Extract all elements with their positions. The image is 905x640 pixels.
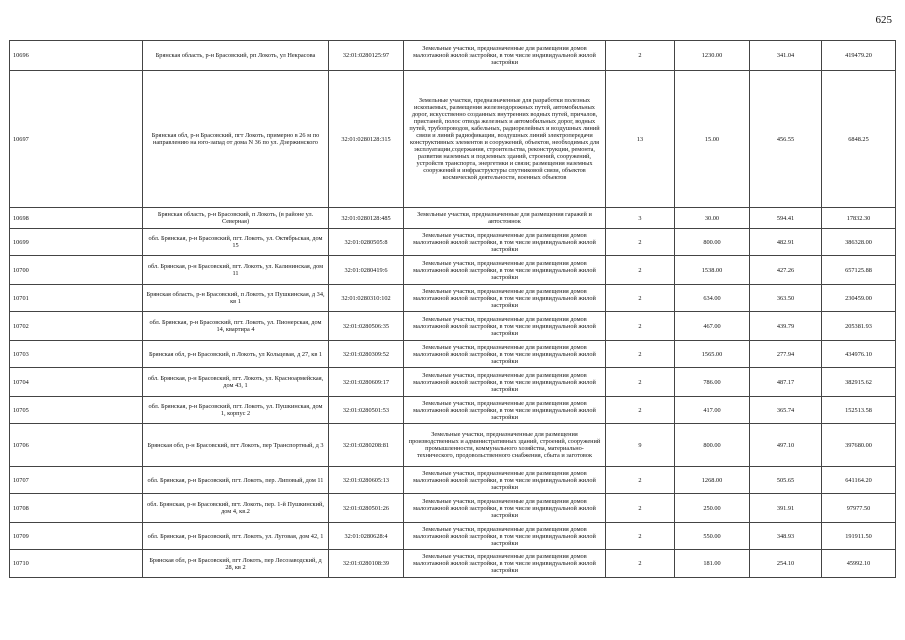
- cell-record-number: 10702: [10, 312, 143, 341]
- cell-cadastral-value: 397680.00: [822, 424, 896, 467]
- cell-address: Брянская обл, р-н Брасовский, п Локоть, ул Кольцевая, д 27, кв 1: [143, 341, 329, 368]
- cell-record-number: 10710: [10, 550, 143, 578]
- cell-land-use: Земельные участки, предназначенные для размещения домов малоэтажной жилой застройки, в том числе индивидуальной жилой застройки: [404, 494, 606, 523]
- cell-area: 800.00: [675, 424, 750, 467]
- table-row: [10, 523, 896, 550]
- cell-cadastral-number: 32:01:0280310:102: [329, 285, 404, 312]
- cell-address: Брянская область, р-н Брасовский, п Локоть, ул Пушкинская, д 34, кв 1: [143, 285, 329, 312]
- cell-cadastral-number: 32:01:0280501:26: [329, 494, 404, 523]
- cell-cadastral-number: 32:01:0280125:97: [329, 41, 404, 71]
- cell-cadastral-number: 32:01:0280628:4: [329, 523, 404, 550]
- cell-area: 786.00: [675, 368, 750, 397]
- cell-specific-value: 456.55: [750, 71, 822, 208]
- cell-specific-value: 505.65: [750, 467, 822, 494]
- table-row: [10, 208, 896, 229]
- page-number: 625: [875, 14, 892, 26]
- table-row: [10, 312, 896, 341]
- cell-use-group: 2: [606, 467, 675, 494]
- cell-area: 1538.00: [675, 256, 750, 285]
- cell-cadastral-number: 32:01:0280419:6: [329, 256, 404, 285]
- table-row: [10, 494, 896, 523]
- cell-record-number: 10708: [10, 494, 143, 523]
- cell-cadastral-value: 386328.00: [822, 229, 896, 256]
- cell-use-group: 9: [606, 424, 675, 467]
- cell-cadastral-value: 152513.58: [822, 397, 896, 424]
- cell-cadastral-value: 419479.20: [822, 41, 896, 71]
- cell-cadastral-number: 32:01:0280605:13: [329, 467, 404, 494]
- cell-specific-value: 497.10: [750, 424, 822, 467]
- cell-land-use: Земельные участки, предназначенные для размещения домов малоэтажной жилой застройки, в том числе индивидуальной жилой застройки: [404, 397, 606, 424]
- registry-body: [10, 41, 896, 578]
- cell-cadastral-value: 45992.10: [822, 550, 896, 578]
- cell-record-number: 10707: [10, 467, 143, 494]
- cell-specific-value: 487.17: [750, 368, 822, 397]
- cell-cadastral-value: 6848.25: [822, 71, 896, 208]
- cell-use-group: 2: [606, 41, 675, 71]
- cell-address: обл. Брянская, р-н Брасовский, пгт. Локоть, пер. 1-й Пушкинский, дом 4, кв.2: [143, 494, 329, 523]
- cell-land-use: Земельные участки, предназначенные для размещения гаражей и автостоянок: [404, 208, 606, 229]
- cell-record-number: 10709: [10, 523, 143, 550]
- table-row: [10, 71, 896, 208]
- cell-address: обл. Брянская, р-н Брасовский, пгт. Локоть, ул. Луговая, дом 42, 1: [143, 523, 329, 550]
- cell-specific-value: 341.04: [750, 41, 822, 71]
- cell-specific-value: 482.91: [750, 229, 822, 256]
- cell-area: 1268.00: [675, 467, 750, 494]
- cell-cadastral-number: 32:01:0280506:35: [329, 312, 404, 341]
- cell-address: Брянская обл, р-н Брасовский, пгт Локоть, пер Лесозаводский, д 28, кв 2: [143, 550, 329, 578]
- cell-cadastral-value: 205381.93: [822, 312, 896, 341]
- cell-record-number: 10699: [10, 229, 143, 256]
- cell-address: Брянская обл, р-н Брасовский, пгт Локоть, примерно в 26 м по направлению на юго-запад от дома N 36 по ул. Дзержинского: [143, 71, 329, 208]
- cell-land-use: Земельные участки, предназначенные для размещения производственных и административных зданий, строений, сооружений промышленности, коммунального хозяйства, материально-технического, продовольственного снабжения, сбыта и заготовок: [404, 424, 606, 467]
- cell-record-number: 10704: [10, 368, 143, 397]
- cell-use-group: 2: [606, 285, 675, 312]
- cell-cadastral-number: 32:01:0280108:39: [329, 550, 404, 578]
- cell-land-use: Земельные участки, предназначенные для размещения домов малоэтажной жилой застройки, в том числе индивидуальной жилой застройки: [404, 467, 606, 494]
- cell-address: обл. Брянская, р-н Брасовский, пгт. Локоть, ул. Калининская, дом 11: [143, 256, 329, 285]
- cell-record-number: 10705: [10, 397, 143, 424]
- cell-area: 1565.00: [675, 341, 750, 368]
- cell-cadastral-number: 32:01:0280505:8: [329, 229, 404, 256]
- cell-address: обл. Брянская, р-н Брасовский, пгт. Локоть, ул. Октябрьская, дом 15: [143, 229, 329, 256]
- table-row: [10, 467, 896, 494]
- cell-specific-value: 363.50: [750, 285, 822, 312]
- cell-area: 1230.00: [675, 41, 750, 71]
- cell-area: 250.00: [675, 494, 750, 523]
- table-row: [10, 256, 896, 285]
- cell-land-use: Земельные участки, предназначенные для размещения домов малоэтажной жилой застройки, в том числе индивидуальной жилой застройки: [404, 285, 606, 312]
- cell-cadastral-number: 32:01:0280609:17: [329, 368, 404, 397]
- cell-use-group: 13: [606, 71, 675, 208]
- table-row: [10, 41, 896, 71]
- cell-cadastral-value: 97977.50: [822, 494, 896, 523]
- cell-cadastral-number: 32:01:0280501:53: [329, 397, 404, 424]
- cell-area: 550.00: [675, 523, 750, 550]
- cell-cadastral-value: 657125.88: [822, 256, 896, 285]
- cell-land-use: Земельные участки, предназначенные для размещения домов малоэтажной жилой застройки, в том числе индивидуальной жилой застройки: [404, 550, 606, 578]
- table-row: [10, 424, 896, 467]
- cell-area: 467.00: [675, 312, 750, 341]
- cell-record-number: 10700: [10, 256, 143, 285]
- cell-record-number: 10697: [10, 71, 143, 208]
- cell-record-number: 10698: [10, 208, 143, 229]
- cell-use-group: 2: [606, 368, 675, 397]
- table-row: [10, 368, 896, 397]
- table-row: [10, 341, 896, 368]
- cell-use-group: 2: [606, 256, 675, 285]
- cell-use-group: 2: [606, 550, 675, 578]
- cell-cadastral-number: 32:01:0280128:315: [329, 71, 404, 208]
- cell-record-number: 10701: [10, 285, 143, 312]
- cell-cadastral-number: 32:01:0280309:52: [329, 341, 404, 368]
- cell-cadastral-number: 32:01:0280128:485: [329, 208, 404, 229]
- cell-use-group: 2: [606, 523, 675, 550]
- cell-specific-value: 277.94: [750, 341, 822, 368]
- cell-specific-value: 439.79: [750, 312, 822, 341]
- cell-address: обл. Брянская, р-н Брасовский, пгт. Локоть, ул. Пушкинская, дом 1, корпус 2: [143, 397, 329, 424]
- cell-area: 800.00: [675, 229, 750, 256]
- cell-address: Брянская область, р-н Брасовский, п Локоть, (в районе ул. Северная): [143, 208, 329, 229]
- cell-land-use: Земельные участки, предназначенные для размещения домов малоэтажной жилой застройки, в том числе индивидуальной жилой застройки: [404, 312, 606, 341]
- cell-cadastral-value: 382915.62: [822, 368, 896, 397]
- cell-area: 634.00: [675, 285, 750, 312]
- cell-record-number: 10696: [10, 41, 143, 71]
- cell-use-group: 2: [606, 341, 675, 368]
- cell-land-use: Земельные участки, предназначенные для размещения домов малоэтажной жилой застройки, в том числе индивидуальной жилой застройки: [404, 256, 606, 285]
- cell-area: 30.00: [675, 208, 750, 229]
- cell-use-group: 3: [606, 208, 675, 229]
- cell-land-use: Земельные участки, предназначенные для размещения домов малоэтажной жилой застройки, в том числе индивидуальной жилой застройки: [404, 229, 606, 256]
- cell-land-use: Земельные участки, предназначенные для размещения домов малоэтажной жилой застройки, в том числе индивидуальной жилой застройки: [404, 41, 606, 71]
- cell-cadastral-value: 191911.50: [822, 523, 896, 550]
- cell-specific-value: 391.91: [750, 494, 822, 523]
- table-row: [10, 550, 896, 578]
- cell-address: обл. Брянская, р-н Брасовский, пгт. Локоть, ул. Пионерская, дом 14, квартира 4: [143, 312, 329, 341]
- table-row: [10, 397, 896, 424]
- cell-area: 15.00: [675, 71, 750, 208]
- cell-use-group: 2: [606, 494, 675, 523]
- cell-specific-value: 254.10: [750, 550, 822, 578]
- cell-use-group: 2: [606, 397, 675, 424]
- cell-land-use: Земельные участки, предназначенные для разработки полезных ископаемых, размещения железнодорожных путей, автомобильных дорог, искусственно созданных внутренних водных путей, причалов, пристаней, полос отвода железных и автомобильных дорог, водных путей, трубопроводов, кабельных, радиорелейных и воздушных линий связи и линий радиофикации, воздушных линий электропередачи конструктивных элементов и сооружений, объектов, необходимых для эксплуатации,содержания, строительства, реконструкции, ремонта, развития наземных и подземных зданий, строений, сооружений, устройств транспорта, энергетики и связи; размещения наземных сооружений и инфраструктуры спутниковой связи, объектов космической деятельности, военных объектов: [404, 71, 606, 208]
- cell-cadastral-value: 641164.20: [822, 467, 896, 494]
- table-row: [10, 285, 896, 312]
- cell-address: обл. Брянская, р-н Брасовский, пгт. Локоть, пер. Липовый, дом 11: [143, 467, 329, 494]
- cell-address: Брянская обл, р-н Брасовский, пгт Локоть, пер Транспортный, д 3: [143, 424, 329, 467]
- cell-land-use: Земельные участки, предназначенные для размещения домов малоэтажной жилой застройки, в том числе индивидуальной жилой застройки: [404, 368, 606, 397]
- cell-area: 181.00: [675, 550, 750, 578]
- cell-cadastral-value: 230459.00: [822, 285, 896, 312]
- cell-use-group: 2: [606, 312, 675, 341]
- cell-land-use: Земельные участки, предназначенные для размещения домов малоэтажной жилой застройки, в том числе индивидуальной жилой застройки: [404, 341, 606, 368]
- cell-cadastral-value: 17832.30: [822, 208, 896, 229]
- land-registry-table: [9, 40, 896, 578]
- cell-address: обл. Брянская, р-н Брасовский, пгт. Локоть, ул. Красноармейская, дом 43, 1: [143, 368, 329, 397]
- cell-specific-value: 427.26: [750, 256, 822, 285]
- cell-use-group: 2: [606, 229, 675, 256]
- table-row: [10, 229, 896, 256]
- cell-land-use: Земельные участки, предназначенные для размещения домов малоэтажной жилой застройки, в том числе индивидуальной жилой застройки: [404, 523, 606, 550]
- cell-specific-value: 594.41: [750, 208, 822, 229]
- cell-address: Брянская область, р-н Брасовский, рп Локоть, ул Некрасова: [143, 41, 329, 71]
- cell-record-number: 10706: [10, 424, 143, 467]
- cell-record-number: 10703: [10, 341, 143, 368]
- cell-cadastral-number: 32:01:0280208:81: [329, 424, 404, 467]
- cell-specific-value: 348.93: [750, 523, 822, 550]
- cell-specific-value: 365.74: [750, 397, 822, 424]
- cell-area: 417.00: [675, 397, 750, 424]
- cell-cadastral-value: 434976.10: [822, 341, 896, 368]
